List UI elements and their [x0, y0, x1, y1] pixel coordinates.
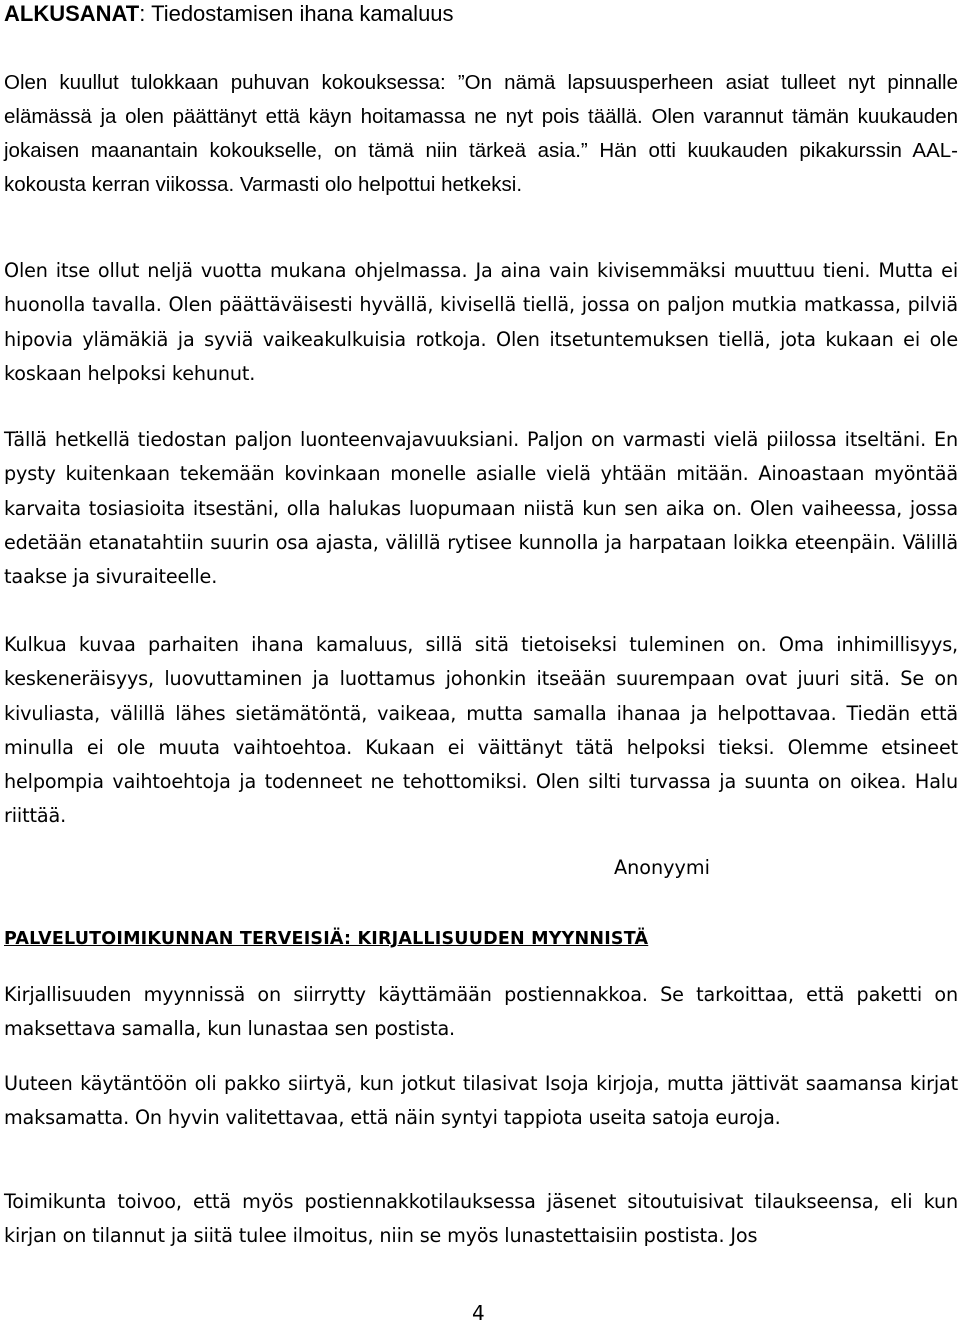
paragraph-awareness: Tällä hetkellä tiedostan paljon luonteenvajavuuksiani. Paljon on varmasti vielä piilossa itseltäni. En pysty kuitenkaan tekemään kovinkaan monelle asialle vielä yhtään mitään. Ainoastaan myöntää karvaita tosiasioita itsestäni, olla halukas luopumaan niistä kun sen aika on. Olen vaiheessa, jossa edetään etanatahtiin suurin osa ajasta, välillä rytisee kunnolla ja harpataan loikka eteenpäin. Välillä taakse ja sivuraiteelle.	[4, 428, 958, 589]
paragraph-journey: Kulkua kuvaa parhaiten ihana kamaluus, sillä sitä tietoiseksi tuleminen on. Oma inhimillisyys, keskeneräisyys, luovuttaminen ja luottamus johonkin itseään suurempaan ovat juuri sitä. Se on kivuliasta, välillä lähes sietämätöntä, vaikeaa, mutta samalla ihanaa ja helpottavaa. Tiedän että minulla ei ole muuta vaihtoehtoa. Kukaan ei väittänyt tätä helpoksi tieksi. Olemme etsineet helpompia vaihtoehtoja ja todenneet ne tehottomiksi. Olen silti turvassa ja suunta on oikea. Halu riittää.	[4, 633, 958, 828]
paragraph-postiennakko: Kirjallisuuden myynnissä on siirrytty käyttämään postiennakkoa. Se tarkoittaa, että paketti on maksettava samalla, kun lunastaa sen postista.	[4, 983, 958, 1041]
heading-label: ALKUSANAT	[4, 1, 140, 26]
heading-title: : Tiedostamisen ihana kamaluus	[139, 1, 454, 26]
paragraph-program: Olen itse ollut neljä vuotta mukana ohjelmassa. Ja aina vain kivisemmäksi muuttuu tieni. Mutta ei huonolla tavalla. Olen päättäväisesti hyvällä, kivisellä tiellä, jossa on paljon mutkia matkassa, pilviä hipovia ylämäkiä ja syviä vaikeakulkuisia rotkoja. Olen itsetuntemuksen tiellä, jota kukaan ei ole koskaan helpoksi kehunut.	[4, 259, 958, 385]
section-title: PALVELUTOIMIKUNNAN TERVEISIÄ: KIRJALLISUUDEN MYYNNISTÄ	[4, 929, 649, 949]
paragraph-practice: Uuteen käytäntöön oli pakko siirtyä, kun jotkut tilasivat Isoja kirjoja, mutta jättivät saamansa kirjat maksamatta. On hyvin valitettavaa, että näin syntyi tappiota useita satoja euroja.	[4, 1072, 958, 1130]
paragraph-commitment: Toimikunta toivoo, että myös postiennakkotilauksessa jäsenet sitoutuisivat tilaukseensa, eli kun kirjan on tilannut ja siitä tulee ilmoitus, niin se myös lunastettaisiin postista. Jos	[4, 1190, 958, 1248]
page-number: 4	[472, 1301, 485, 1325]
page-heading	[4, 0, 958, 28]
paragraph-intro: Olen kuullut tulokkaan puhuvan kokouksessa: ”On nämä lapsuusperheen asiat tulleet nyt pinnalle elämässä ja olen päättänyt että käyn hoitamassa ne nyt pois täällä. Olen varannut tämän kuukauden jokaisen maanantain kokoukselle, on tämä niin tärkeä asia.” Hän otti kuukauden pikakurssin AAL-kokousta kerran viikossa. Varmasti olo helpottui hetkeksi.	[4, 71, 958, 196]
document-page	[4, 0, 958, 1248]
author-signature: Anonyymi	[614, 856, 710, 879]
